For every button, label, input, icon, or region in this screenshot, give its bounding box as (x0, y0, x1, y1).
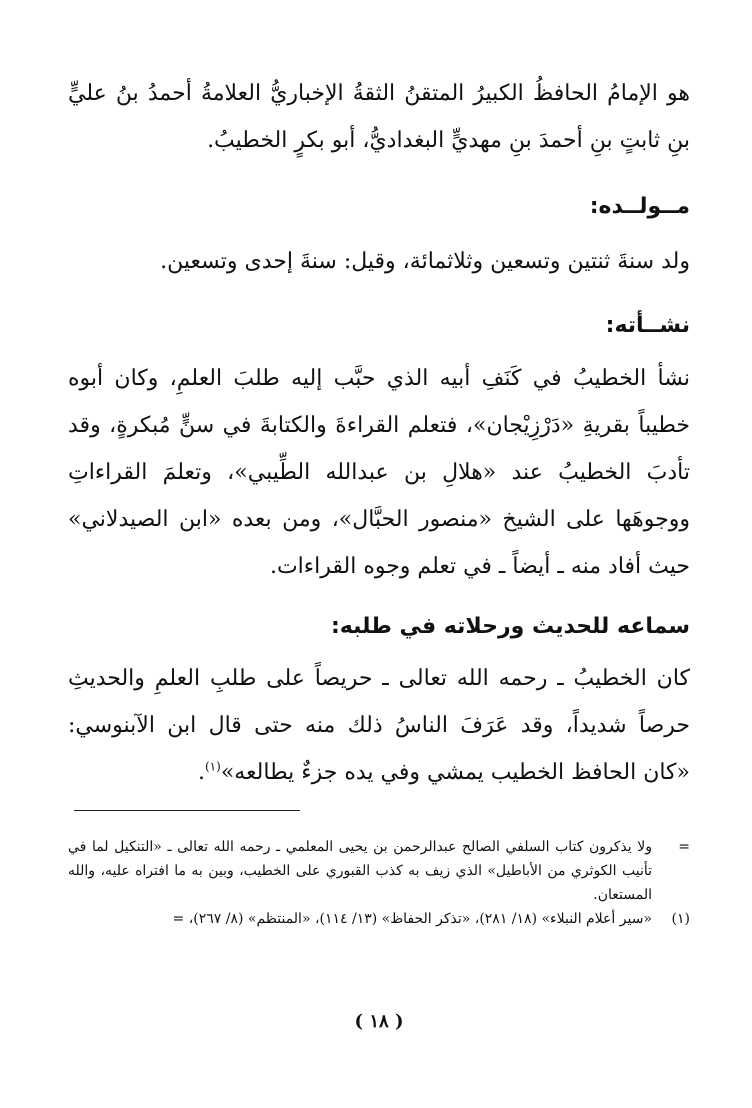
footnote-continuation (68, 835, 690, 907)
footnote-text: ولا يذكرون كتاب السلفي الصالح عبدالرحمن بن يحيى المعلمي ـ رحمه الله تعالى ـ «التنكيل لما في تأنيب الكوثري من الأباطيل» الذي زيف به كذب القبوري على الخطيب، وبين به ما افتراه عليه، والله المستعان. (68, 839, 652, 903)
travels-heading: سماعه للحديث ورحلاته في طلبه: (331, 614, 690, 639)
birth-paragraph: ولد سنةَ ثنتين وتسعين وثلاثمائة، وقيل: سنةَ إحدى وتسعين. (160, 249, 690, 274)
travels-text: كان الخطيبُ ـ رحمه الله تعالى ـ حريصاً على طلبِ العلمِ والحديثِ حرصاً شديداً، وقد عَرَفَ الناسُ ذلك منه حتى قال ابن الآبنوسي: «كان الحافظ الخطيب يمشي وفي يده جزءٌ يطالعه» (68, 666, 690, 785)
travels-paragraph (68, 655, 690, 796)
birth-heading: مــولــده: (589, 194, 690, 219)
upbringing-heading: نشــأته: (605, 313, 690, 338)
footnotes-section (68, 835, 690, 931)
intro-paragraph: هو الإمامُ الحافظُ الكبيرُ المتقنُ الثقةُ الإخباريُّ العلامةُ أحمدُ بنُ عليٍّ بنِ ثابتٍ بنِ أحمدَ بنِ مهديٍّ البغداديُّ، أبو بكرٍ الخطيبُ. (68, 81, 690, 153)
footnote-1 (68, 907, 690, 931)
travels-end-punctuation: . (197, 760, 205, 785)
book-page (68, 62, 690, 1108)
footnote-reference[interactable]: (١) (204, 759, 221, 774)
footnote-separator (74, 810, 300, 811)
upbringing-paragraph: نشأ الخطيبُ في كَنَفِ أبيه الذي حبَّب إليه طلبَ العلمِ، وكان أبوه خطيباً بقريةِ «دَرْزِيْجان»، فتعلم القراءةَ والكتابةَ في سنٍّ مُبكرةٍ، وقد تأدبَ الخطيبُ عند «هلالِ بن عبدالله الطِّيبي»، وتعلمَ القراءاتِ ووجوهَها على الشيخ «منصور الحبَّال»، ومن بعده «ابن الصيدلاني» حيث أفاد منه ـ أيضاً ـ في تعلم وجوه القراءات. (68, 366, 690, 579)
footnote-marker: = (678, 839, 690, 855)
footnote-marker: (١) (671, 911, 690, 927)
page-number: ( ١٨ ) (354, 1011, 404, 1032)
footnote-text: «سير أعلام النبلاء» (١٨/ ٢٨١)، «تذكر الحفاظ» (١٣/ ١١٤)، «المنتظم» (٨/ ٢٦٧)، = (172, 911, 652, 927)
